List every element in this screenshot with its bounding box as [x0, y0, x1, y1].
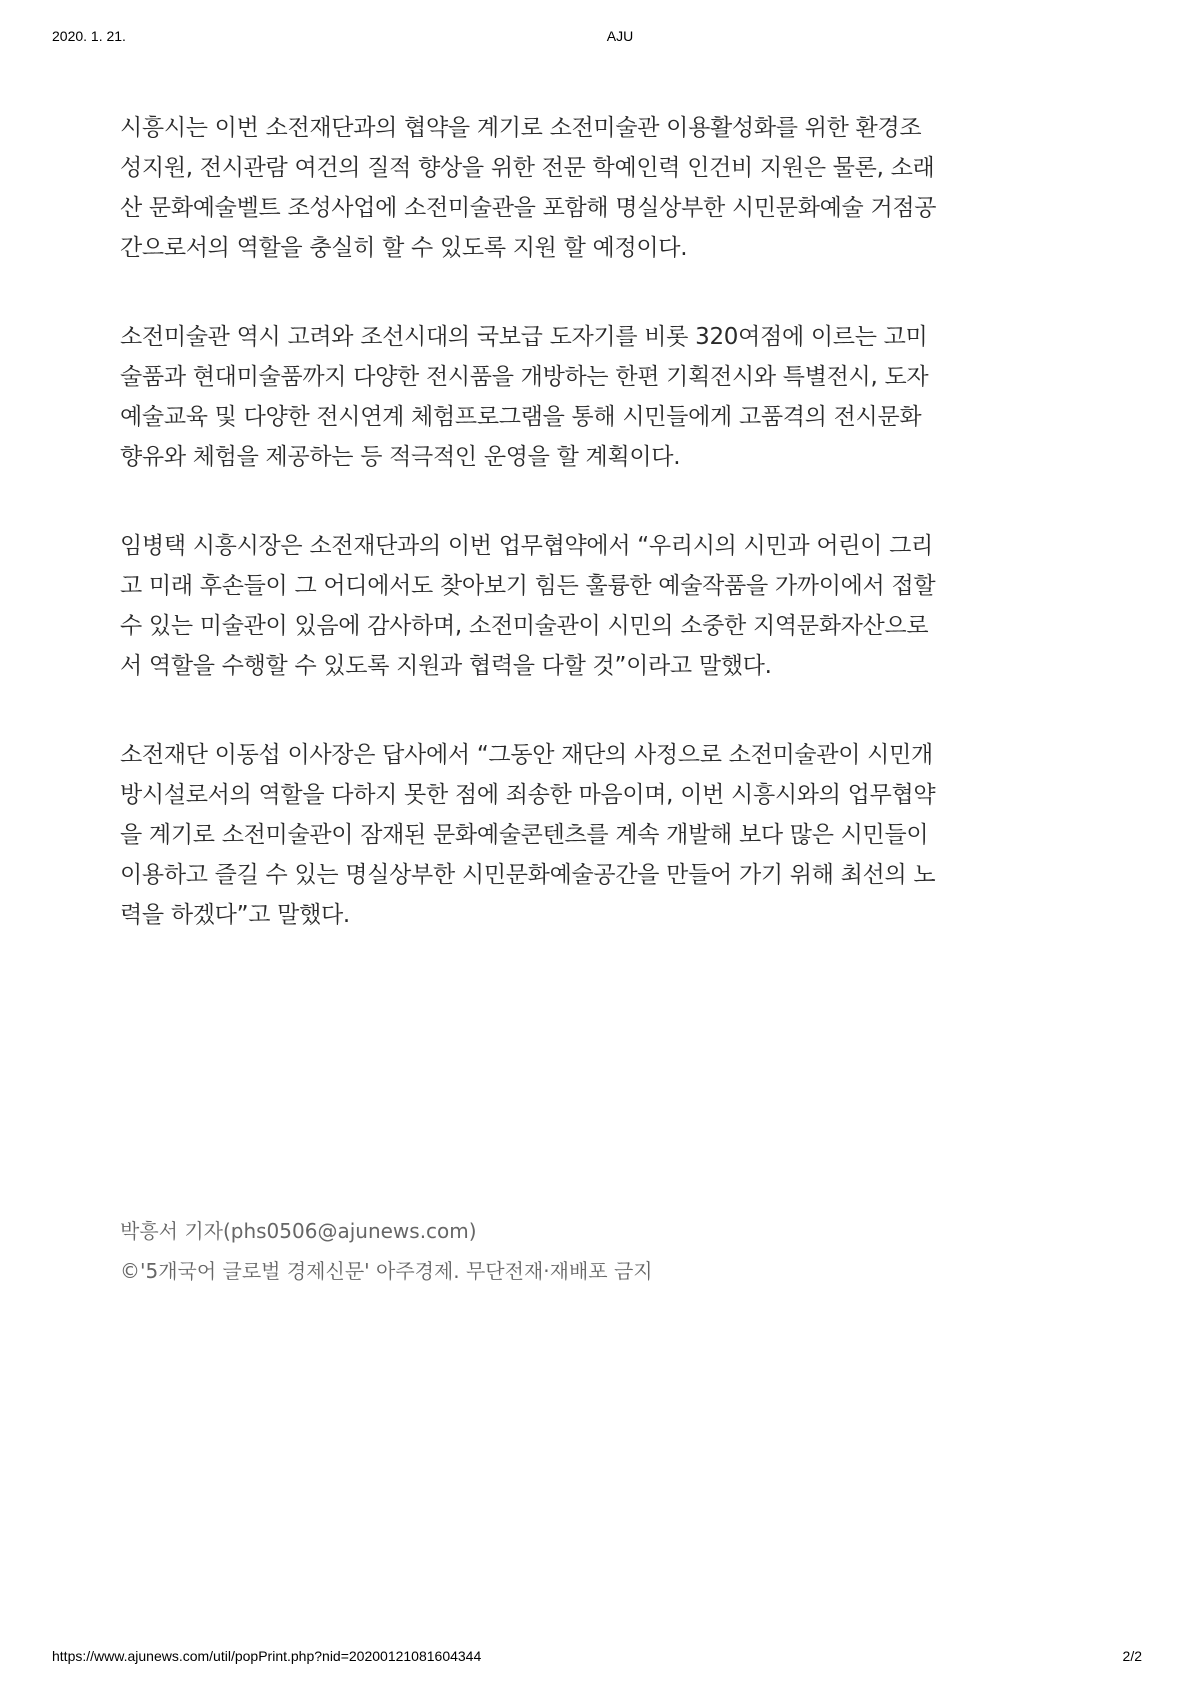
- paragraph-line: 을 계기로 소전미술관이 잠재된 문화예술콘텐츠를 계속 개발해 보다 많은 시민들이: [120, 822, 929, 848]
- paragraph-line: 예술교육 및 다양한 전시연계 체험프로그램을 통해 시민들에게 고품격의 전시문화: [120, 404, 922, 430]
- paragraph-line: 향유와 체험을 제공하는 등 적극적인 운영을 할 계획이다.: [120, 444, 681, 470]
- paragraph-line: 소전미술관 역시 고려와 조선시대의 국보급 도자기를 비롯 320여점에 이르는 고미: [120, 324, 928, 350]
- paragraph-line: 력을 하겠다”고 말했다.: [120, 902, 350, 928]
- paragraph-3: [120, 526, 1080, 686]
- paragraph-line: 시흥시는 이번 소전재단과의 협약을 계기로 소전미술관 이용활성화를 위한 환경조: [120, 115, 922, 141]
- article-byline: [120, 1211, 1080, 1291]
- paragraph-line: 방시설로서의 역할을 다하지 못한 점에 죄송한 마음이며, 이번 시흥시와의 업무협약: [120, 782, 936, 808]
- print-site-title: AJU: [606, 28, 634, 44]
- paragraph-2: [120, 317, 1080, 477]
- copyright-notice: ©'5개국어 글로벌 경제신문' 아주경제. 무단전재·재배포 금지: [120, 1259, 653, 1283]
- paragraph-line: 고 미래 후손들이 그 어디에서도 찾아보기 힘든 훌륭한 예술작품을 가까이에서 접할: [120, 573, 936, 599]
- article-body: [120, 108, 1080, 984]
- paragraph-line: 산 문화예술벨트 조성사업에 소전미술관을 포함해 명실상부한 시민문화예술 거점공: [120, 195, 937, 221]
- page-number: 2/2: [1122, 1648, 1142, 1664]
- print-url: https://www.ajunews.com/util/popPrint.php?nid=20200121081604344: [52, 1648, 482, 1664]
- paragraph-1: [120, 108, 1080, 268]
- paragraph-line: 이용하고 즐길 수 있는 명실상부한 시민문화예술공간을 만들어 가기 위해 최선의 노: [120, 862, 936, 888]
- paragraph-line: 서 역할을 수행할 수 있도록 지원과 협력을 다할 것”이라고 말했다.: [120, 653, 772, 679]
- paragraph-line: 수 있는 미술관이 있음에 감사하며, 소전미술관이 시민의 소중한 지역문화자산으로: [120, 613, 929, 639]
- paragraph-line: 임병택 시흥시장은 소전재단과의 이번 업무협약에서 “우리시의 시민과 어린이 그리: [120, 533, 933, 559]
- reporter-credit: 박흥서 기자(phs0506@ajunews.com): [120, 1219, 477, 1243]
- paragraph-4: [120, 735, 1080, 935]
- paragraph-line: 간으로서의 역할을 충실히 할 수 있도록 지원 할 예정이다.: [120, 235, 688, 261]
- paragraph-line: 성지원, 전시관람 여건의 질적 향상을 위한 전문 학예인력 인건비 지원은 물론, 소래: [120, 155, 935, 181]
- print-date: 2020. 1. 21.: [52, 28, 126, 44]
- paragraph-line: 술품과 현대미술품까지 다양한 전시품을 개방하는 한편 기획전시와 특별전시, 도자: [120, 364, 929, 390]
- print-header: [0, 28, 1190, 48]
- paragraph-line: 소전재단 이동섭 이사장은 답사에서 “그동안 재단의 사정으로 소전미술관이 시민개: [120, 742, 933, 768]
- print-footer: [0, 1648, 1190, 1668]
